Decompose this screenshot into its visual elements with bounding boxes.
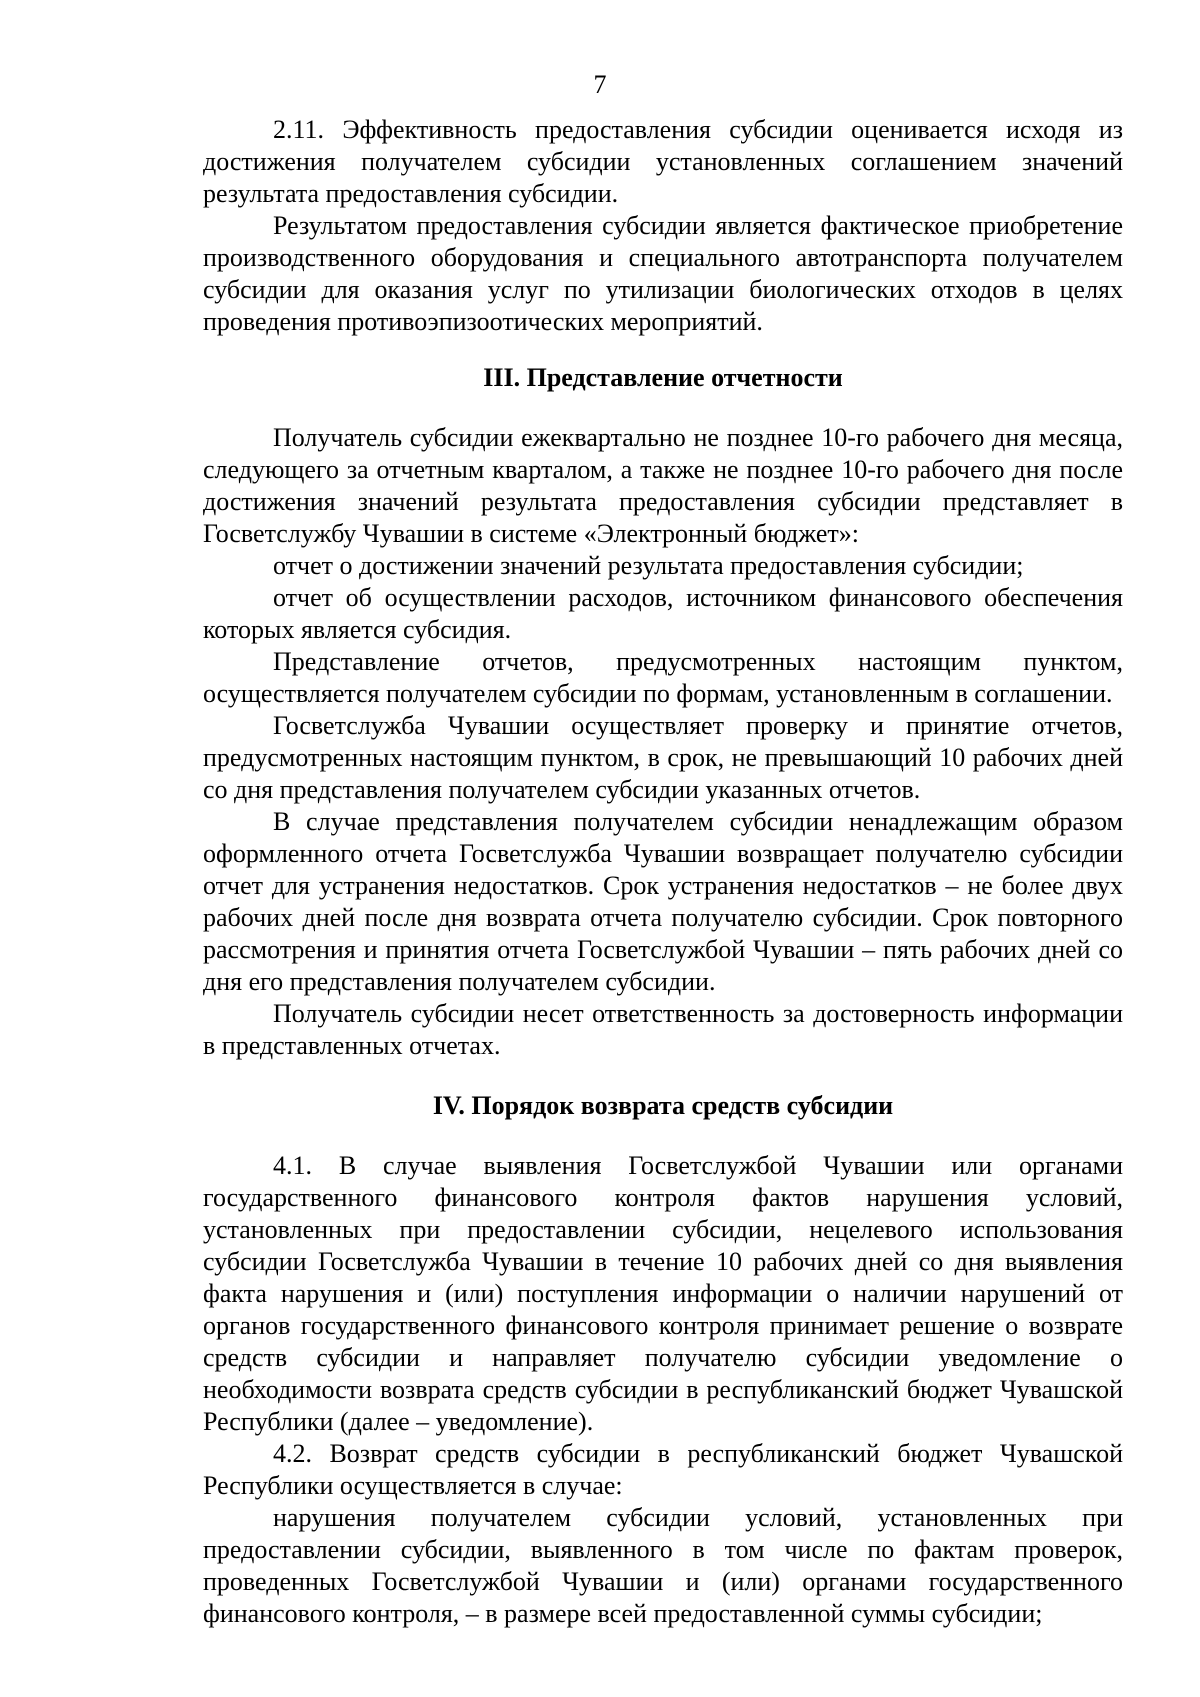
paragraph: Получатель субсидии несет ответственность за достоверность информации в представленных отчетах.	[203, 999, 1123, 1060]
section-3-heading: III. Представление отчетности	[483, 363, 843, 392]
paragraph-result: Результатом предоставления субсидии является фактическое приобретение производственного оборудования и специального автотранспорта получателем субсидии для оказания услуг по утилизации биологических отходов в целях проведения противоэпизоотических мероприятий.	[203, 211, 1123, 336]
paragraph: Госветслужба Чувашии осуществляет проверку и принятие отчетов, предусмотренных настоящим пунктом, в срок, не превышающий 10 рабочих дней со дня представления получателем субсидии указанных отчетов.	[203, 711, 1123, 804]
paragraph-2-11: 2.11. Эффективность предоставления субсидии оценивается исходя из достижения получателем субсидии установленных соглашением значений результата предоставления субсидии.	[203, 115, 1123, 208]
document-body	[203, 114, 1123, 1630]
paragraph: Представление отчетов, предусмотренных настоящим пунктом, осуществляется получателем субсидии по формам, установленным в соглашении.	[203, 647, 1123, 708]
paragraph: нарушения получателем субсидии условий, установленных при предоставлении субсидии, выявленного в том числе по фактам проверок, проведенных Госветслужбой Чувашии и (или) органами государственного финансового контроля, – в размере всей предоставленной суммы субсидии;	[203, 1503, 1123, 1628]
paragraph: В случае представления получателем субсидии ненадлежащим образом оформленного отчета Госветслужба Чувашии возвращает получателю субсидии отчет для устранения недостатков. Срок устранения недостатков – не более двух рабочих дней после дня возврата отчета получателю субсидии. Срок повторного рассмотрения и принятия отчета Госветслужбой Чувашии – пять рабочих дней со дня его представления получателем субсидии.	[203, 807, 1123, 996]
paragraph: Получатель субсидии ежеквартально не позднее 10-го рабочего дня месяца, следующего за отчетным кварталом, а также не позднее 10-го рабочего дня после достижения значений результата предоставления субсидии представляет в Госветслужбу Чувашии в системе «Электронный бюджет»:	[203, 423, 1123, 548]
page-number: 7	[593, 70, 607, 99]
paragraph: отчет об осуществлении расходов, источником финансового обеспечения которых является субсидия.	[203, 583, 1123, 644]
paragraph-4-2: 4.2. Возврат средств субсидии в республиканский бюджет Чувашской Республики осуществляется в случае:	[203, 1439, 1123, 1500]
section-4-heading: IV. Порядок возврата средств субсидии	[432, 1091, 894, 1120]
paragraph: отчет о достижении значений результата предоставления субсидии;	[273, 551, 1024, 580]
paragraph-4-1: 4.1. В случае выявления Госветслужбой Чувашии или органами государственного финансового контроля фактов нарушения условий, установленных при предоставлении субсидии, нецелевого использования субсидии Госветслужба Чувашии в течение 10 рабочих дней со дня выявления факта нарушения и (или) поступления информации о наличии нарушений от органов государственного финансового контроля принимает решение о возврате средств субсидии и направляет получателю субсидии уведомление о необходимости возврата средств субсидии в республиканский бюджет Чувашской Республики (далее – уведомление).	[203, 1151, 1123, 1436]
